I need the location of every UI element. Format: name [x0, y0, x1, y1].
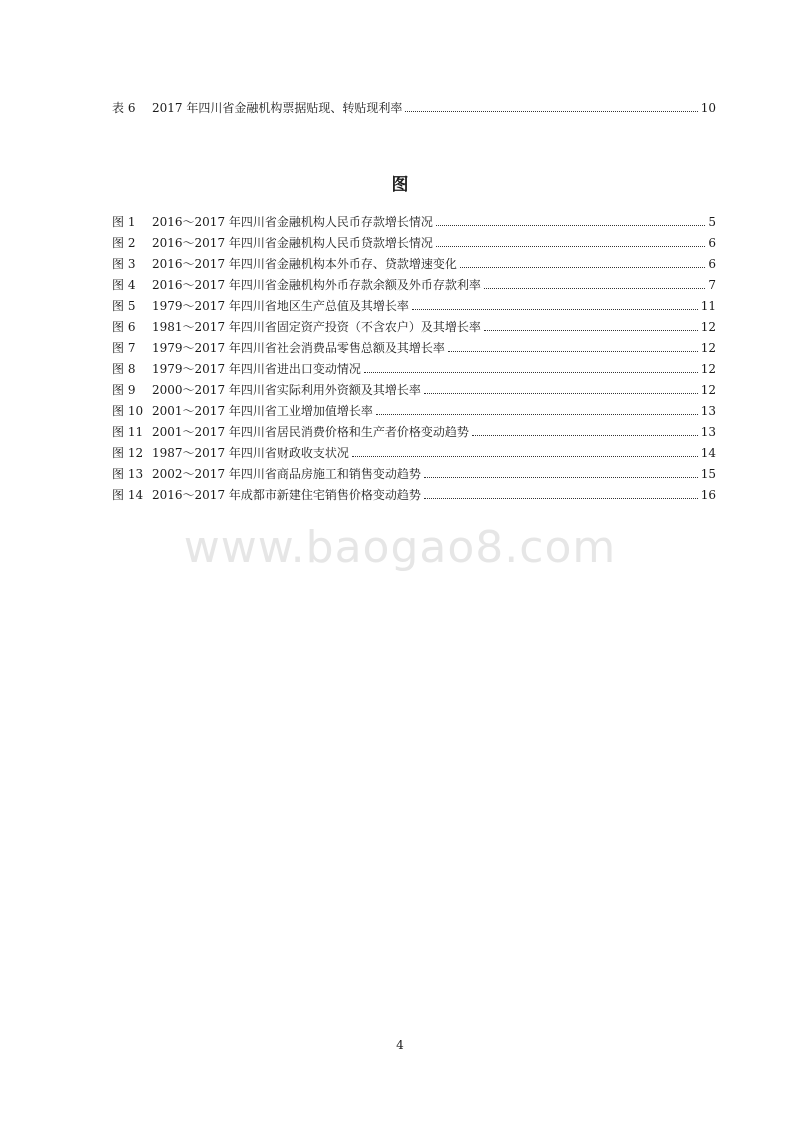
toc-entry-title: 1981～2017 年四川省固定资产投资（不含农户）及其增长率 — [152, 320, 481, 334]
page-number: 4 — [396, 1038, 404, 1052]
toc-entry-title: 2016～2017 年四川省金融机构外币存款余额及外币存款利率 — [152, 278, 481, 292]
toc-dot-leader — [472, 435, 698, 436]
toc-entry-page: 13 — [700, 425, 716, 439]
watermark-text: www.baogao8.com — [183, 522, 617, 573]
toc-entry-label: 图 9 — [112, 383, 136, 397]
toc-entry-page: 12 — [700, 362, 716, 376]
toc-entry-title: 2001～2017 年四川省工业增加值增长率 — [152, 404, 373, 418]
toc-entry-label: 图 10 — [112, 404, 144, 418]
toc-dot-leader — [364, 372, 698, 373]
toc-entry-title: 1987～2017 年四川省财政收支状况 — [152, 446, 349, 460]
toc-entry-figure-8[interactable] — [112, 361, 716, 377]
toc-entry-figure-9[interactable] — [112, 382, 716, 398]
toc-entry-label: 图 13 — [112, 467, 144, 481]
toc-entry-label: 图 7 — [112, 341, 136, 355]
toc-dot-leader — [352, 456, 698, 457]
toc-entry-title: 2016～2017 年四川省金融机构本外币存、贷款增速变化 — [152, 257, 457, 271]
toc-entry-page: 14 — [700, 446, 716, 460]
toc-entry-page: 16 — [700, 488, 716, 502]
toc-entry-page: 6 — [708, 236, 716, 250]
toc-dot-leader — [436, 225, 705, 226]
toc-entry-label: 图 2 — [112, 236, 136, 250]
toc-entry-title: 2016～2017 年四川省金融机构人民币贷款增长情况 — [152, 236, 433, 250]
toc-entry-label: 图 5 — [112, 299, 136, 313]
toc-entry-label: 图 11 — [112, 425, 144, 439]
toc-entry-figure-7[interactable] — [112, 340, 716, 356]
toc-entry-title: 1979～2017 年四川省地区生产总值及其增长率 — [152, 299, 409, 313]
toc-dot-leader — [424, 477, 698, 478]
toc-entry-figure-3[interactable] — [112, 256, 716, 272]
toc-entry-figure-12[interactable] — [112, 445, 716, 461]
toc-entry-figure-14[interactable] — [112, 487, 716, 503]
toc-entry-figure-13[interactable] — [112, 466, 716, 482]
toc-entry-title: 2017 年四川省金融机构票据贴现、转贴现利率 — [152, 101, 403, 115]
toc-entry-page: 5 — [708, 215, 716, 229]
toc-entry-page: 7 — [708, 278, 716, 292]
toc-entry-label: 图 3 — [112, 257, 136, 271]
toc-entry-label: 表 6 — [112, 101, 136, 115]
toc-entry-page: 12 — [700, 341, 716, 355]
toc-entry-figure-4[interactable] — [112, 277, 716, 293]
toc-entry-page: 13 — [700, 404, 716, 418]
toc-entry-page: 10 — [700, 101, 716, 115]
toc-entry-title: 2002～2017 年四川省商品房施工和销售变动趋势 — [152, 467, 421, 481]
toc-entry-title: 1979～2017 年四川省进出口变动情况 — [152, 362, 361, 376]
toc-entry-figure-10[interactable] — [112, 403, 716, 419]
toc-entry-page: 11 — [700, 299, 716, 313]
toc-entry-figure-6[interactable] — [112, 319, 716, 335]
toc-entry-figure-2[interactable] — [112, 235, 716, 251]
toc-entry-label: 图 4 — [112, 278, 136, 292]
toc-entry-figure-11[interactable] — [112, 424, 716, 440]
toc-entry-label: 图 6 — [112, 320, 136, 334]
toc-dot-leader — [448, 351, 698, 352]
toc-dot-leader — [412, 309, 698, 310]
toc-entry-label: 图 8 — [112, 362, 136, 376]
toc-entry-page: 12 — [700, 383, 716, 397]
toc-entry-page: 12 — [700, 320, 716, 334]
figures-section-heading: 图 — [391, 175, 409, 195]
toc-dot-leader — [460, 267, 705, 268]
toc-dot-leader — [405, 111, 697, 112]
toc-entry-title: 2000～2017 年四川省实际利用外资额及其增长率 — [152, 383, 421, 397]
toc-dot-leader — [484, 330, 698, 331]
toc-entry-page: 15 — [700, 467, 716, 481]
toc-dot-leader — [484, 288, 705, 289]
toc-dot-leader — [376, 414, 698, 415]
toc-entry-title: 2001～2017 年四川省居民消费价格和生产者价格变动趋势 — [152, 425, 469, 439]
toc-entry-title: 2016～2017 年成都市新建住宅销售价格变动趋势 — [152, 488, 421, 502]
toc-entry-title: 1979～2017 年四川省社会消费品零售总额及其增长率 — [152, 341, 445, 355]
toc-entry-label: 图 12 — [112, 446, 144, 460]
toc-entry-figure-1[interactable] — [112, 214, 716, 230]
toc-entry-figure-5[interactable] — [112, 298, 716, 314]
toc-entry-title: 2016～2017 年四川省金融机构人民币存款增长情况 — [152, 215, 433, 229]
toc-entry-label: 图 14 — [112, 488, 144, 502]
toc-entry-page: 6 — [708, 257, 716, 271]
toc-dot-leader — [436, 246, 705, 247]
toc-entry-label: 图 1 — [112, 215, 136, 229]
toc-entry-table-6[interactable] — [112, 100, 716, 116]
toc-dot-leader — [424, 498, 698, 499]
toc-dot-leader — [424, 393, 698, 394]
